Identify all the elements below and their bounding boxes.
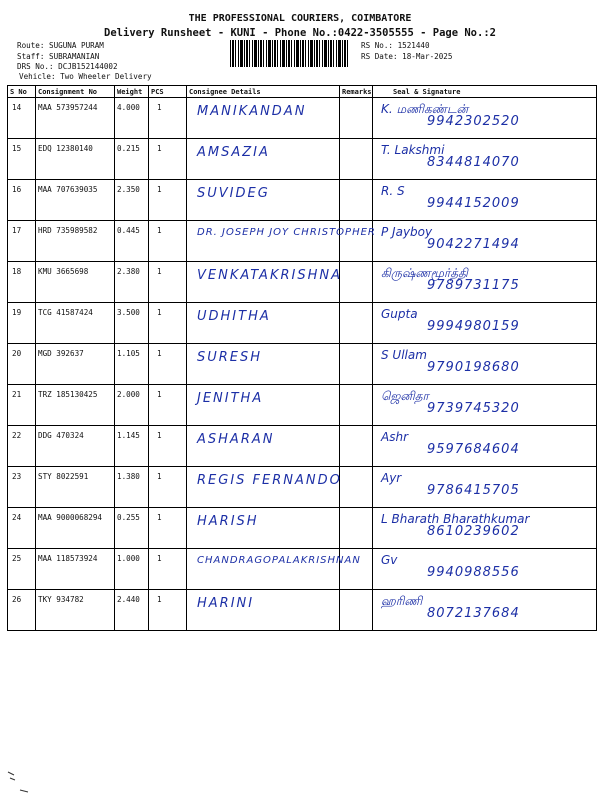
cell-signature — [373, 180, 597, 221]
cell-pcs: 1 — [149, 549, 187, 590]
cell-weight: 2.000 — [115, 385, 149, 426]
phone-handwritten: 8072137684 — [427, 606, 520, 621]
table-row — [8, 467, 597, 508]
signature-handwritten: Gupta — [381, 307, 418, 321]
col-header-weight: Weight — [115, 86, 149, 98]
table-row — [8, 549, 597, 590]
phone-handwritten: 9944152009 — [427, 196, 520, 211]
cell-weight: 1.380 — [115, 467, 149, 508]
cell-signature — [373, 590, 597, 631]
drs-number: DRS No.: DCJB152144002 — [17, 62, 118, 71]
consignee-name-handwritten: VENKATAKRISHNA — [197, 268, 342, 283]
cell-pcs: 1 — [149, 508, 187, 549]
cell-remarks — [340, 549, 373, 590]
cell-consignment-no: MAA 9000068294 — [36, 508, 115, 549]
signature-handwritten: Ashr — [381, 430, 408, 444]
table-row — [8, 385, 597, 426]
meta-left-block — [17, 41, 118, 73]
runsheet-subtitle: Delivery Runsheet - KUNI - Phone No.:0422-3505555 - Page No.:2 — [104, 27, 496, 39]
table-header-row — [8, 86, 597, 98]
cell-consignment-no: EDQ 12380140 — [36, 139, 115, 180]
phone-handwritten: 9994980159 — [427, 319, 520, 334]
cell-pcs: 1 — [149, 180, 187, 221]
cell-weight: 0.255 — [115, 508, 149, 549]
consignee-name-handwritten: CHANDRAGOPALAKRISHNAN — [197, 555, 361, 566]
cell-signature — [373, 344, 597, 385]
cell-weight: 2.440 — [115, 590, 149, 631]
cell-sno: 15 — [8, 139, 36, 180]
cell-weight: 3.500 — [115, 303, 149, 344]
cell-pcs: 1 — [149, 221, 187, 262]
cell-consignment-no: KMU 3665698 — [36, 262, 115, 303]
cell-pcs: 1 — [149, 467, 187, 508]
cell-sno: 17 — [8, 221, 36, 262]
signature-handwritten: Gv — [381, 553, 398, 567]
cell-weight: 0.445 — [115, 221, 149, 262]
cell-signature — [373, 262, 597, 303]
table-row — [8, 344, 597, 385]
cell-weight: 2.350 — [115, 180, 149, 221]
staff-label: Staff: SUBRAMANIAN — [17, 51, 100, 61]
signature-handwritten: ஜெனிதா — [381, 389, 429, 403]
cell-remarks — [340, 385, 373, 426]
cell-remarks — [340, 426, 373, 467]
col-header-remarks: Remarks — [340, 86, 373, 98]
phone-handwritten: 8610239602 — [427, 524, 520, 539]
cell-consignment-no: TRZ 185130425 — [36, 385, 115, 426]
phone-handwritten: 9739745320 — [427, 401, 520, 416]
signature-handwritten: Ayr — [381, 471, 402, 485]
cell-remarks — [340, 303, 373, 344]
signature-handwritten: S Ullam — [381, 348, 427, 362]
cell-signature — [373, 467, 597, 508]
cell-sno: 22 — [8, 426, 36, 467]
cell-pcs: 1 — [149, 344, 187, 385]
consignee-name-handwritten: REGIS FERNANDO — [197, 473, 342, 488]
signature-handwritten: ஹரிணி — [381, 594, 423, 608]
cell-consignee — [187, 426, 340, 467]
cell-sno: 16 — [8, 180, 36, 221]
cell-weight: 1.105 — [115, 344, 149, 385]
col-header-pcs: PCS — [149, 86, 187, 98]
cell-consignment-no: TCG 41587424 — [36, 303, 115, 344]
cell-signature — [373, 549, 597, 590]
cell-sno: 23 — [8, 467, 36, 508]
cell-remarks — [340, 180, 373, 221]
cell-pcs: 1 — [149, 262, 187, 303]
phone-handwritten: 8344814070 — [427, 155, 520, 170]
barcode — [230, 40, 348, 67]
cell-signature — [373, 426, 597, 467]
phone-handwritten: 9786415705 — [427, 483, 520, 498]
rs-number: RS No.: 1521440 — [361, 41, 430, 50]
signature-handwritten: L Bharath Bharathkumar — [381, 512, 530, 526]
cell-pcs: 1 — [149, 590, 187, 631]
cell-consignee — [187, 549, 361, 590]
consignee-name-handwritten: SURESH — [197, 350, 263, 365]
cell-remarks — [340, 98, 373, 139]
cell-remarks — [340, 344, 373, 385]
signature-handwritten: P Jayboy — [381, 225, 433, 239]
cell-consignee — [187, 590, 340, 631]
cell-consignee — [187, 467, 340, 508]
meta-right-block — [361, 41, 452, 62]
table-row — [8, 426, 597, 467]
cell-sno: 26 — [8, 590, 36, 631]
table-row — [8, 221, 597, 262]
cell-consignment-no: TKY 934782 — [36, 590, 115, 631]
route-label: Route: SUGUNA PURAM — [17, 41, 104, 50]
table-row — [8, 262, 597, 303]
consignee-name-handwritten: JENITHA — [197, 391, 264, 406]
cell-pcs: 1 — [149, 385, 187, 426]
cell-sno: 20 — [8, 344, 36, 385]
phone-handwritten: 9597684604 — [427, 442, 520, 457]
consignee-name-handwritten: MANIKANDAN — [197, 104, 307, 119]
consignee-name-handwritten: HARINI — [197, 596, 255, 611]
cell-signature — [373, 98, 597, 139]
cell-remarks — [340, 262, 373, 303]
phone-handwritten: 9789731175 — [427, 278, 520, 293]
cell-consignment-no: MAA 573957244 — [36, 98, 115, 139]
cell-consignee — [187, 508, 340, 549]
col-header-sno: S No — [8, 86, 36, 98]
col-header-signature: Seal & Signature — [373, 86, 597, 98]
cell-consignee — [187, 303, 340, 344]
cell-consignee — [187, 98, 340, 139]
cell-remarks — [340, 467, 373, 508]
consignee-name-handwritten: ASHARAN — [197, 432, 275, 447]
cell-signature — [373, 385, 597, 426]
cell-consignee — [187, 139, 340, 180]
cell-consignee — [187, 344, 340, 385]
signature-handwritten: கிருஷ்ணமூர்த்தி — [381, 266, 468, 280]
cell-weight: 4.000 — [115, 98, 149, 139]
vehicle-label: Vehicle: Two Wheeler Delivery — [19, 72, 152, 81]
cell-sno: 18 — [8, 262, 36, 303]
cell-consignment-no: DDG 470324 — [36, 426, 115, 467]
cell-sno: 24 — [8, 508, 36, 549]
table-row — [8, 180, 597, 221]
cell-weight: 1.000 — [115, 549, 149, 590]
table-row — [8, 303, 597, 344]
col-header-consignment: Consignment No — [36, 86, 115, 98]
phone-handwritten: 9940988556 — [427, 565, 520, 580]
consignee-name-handwritten: SUVIDEG — [197, 186, 270, 201]
col-header-consignee: Consignee Details — [187, 86, 340, 98]
rs-date: RS Date: 18-Mar-2025 — [361, 51, 453, 61]
corner-scratch-mark — [6, 766, 46, 796]
cell-pcs: 1 — [149, 139, 187, 180]
table-row — [8, 98, 597, 139]
cell-signature — [373, 139, 597, 180]
cell-sno: 14 — [8, 98, 36, 139]
runsheet-table — [7, 85, 597, 631]
cell-signature — [373, 303, 597, 344]
cell-signature — [373, 221, 597, 262]
cell-consignment-no: STY 8022591 — [36, 467, 115, 508]
phone-handwritten: 9042271494 — [427, 237, 520, 252]
cell-sno: 19 — [8, 303, 36, 344]
signature-handwritten: R. S — [381, 184, 405, 198]
consignee-name-handwritten: DR. JOSEPH JOY CHRISTOPHER — [197, 227, 376, 238]
signature-handwritten: T. Lakshmi — [381, 143, 445, 157]
cell-consignee — [187, 221, 376, 262]
consignee-name-handwritten: UDHITHA — [197, 309, 271, 324]
consignee-name-handwritten: AMSAZIA — [197, 145, 270, 160]
phone-handwritten: 9790198680 — [427, 360, 520, 375]
consignee-name-handwritten: HARISH — [197, 514, 259, 529]
table-row — [8, 590, 597, 631]
phone-handwritten: 9942302520 — [427, 114, 520, 129]
cell-consignee — [187, 262, 340, 303]
cell-consignment-no: MAA 707639035 — [36, 180, 115, 221]
table-row — [8, 139, 597, 180]
cell-weight: 2.380 — [115, 262, 149, 303]
cell-remarks — [340, 508, 373, 549]
cell-consignment-no: MAA 118573924 — [36, 549, 115, 590]
cell-consignment-no: HRD 735989582 — [36, 221, 115, 262]
cell-weight: 1.145 — [115, 426, 149, 467]
cell-pcs: 1 — [149, 303, 187, 344]
cell-weight: 0.215 — [115, 139, 149, 180]
cell-pcs: 1 — [149, 98, 187, 139]
cell-consignee — [187, 180, 340, 221]
cell-consignee — [187, 385, 340, 426]
cell-pcs: 1 — [149, 426, 187, 467]
page-title: THE PROFESSIONAL COURIERS, COIMBATORE — [188, 13, 412, 24]
cell-remarks — [340, 590, 373, 631]
table-row — [8, 508, 597, 549]
cell-sno: 25 — [8, 549, 36, 590]
cell-signature — [373, 508, 597, 549]
cell-sno: 21 — [8, 385, 36, 426]
signature-handwritten: K. மணிகண்டன் — [381, 102, 469, 116]
cell-remarks — [340, 139, 373, 180]
cell-remarks — [340, 221, 373, 262]
cell-consignment-no: MGD 392637 — [36, 344, 115, 385]
